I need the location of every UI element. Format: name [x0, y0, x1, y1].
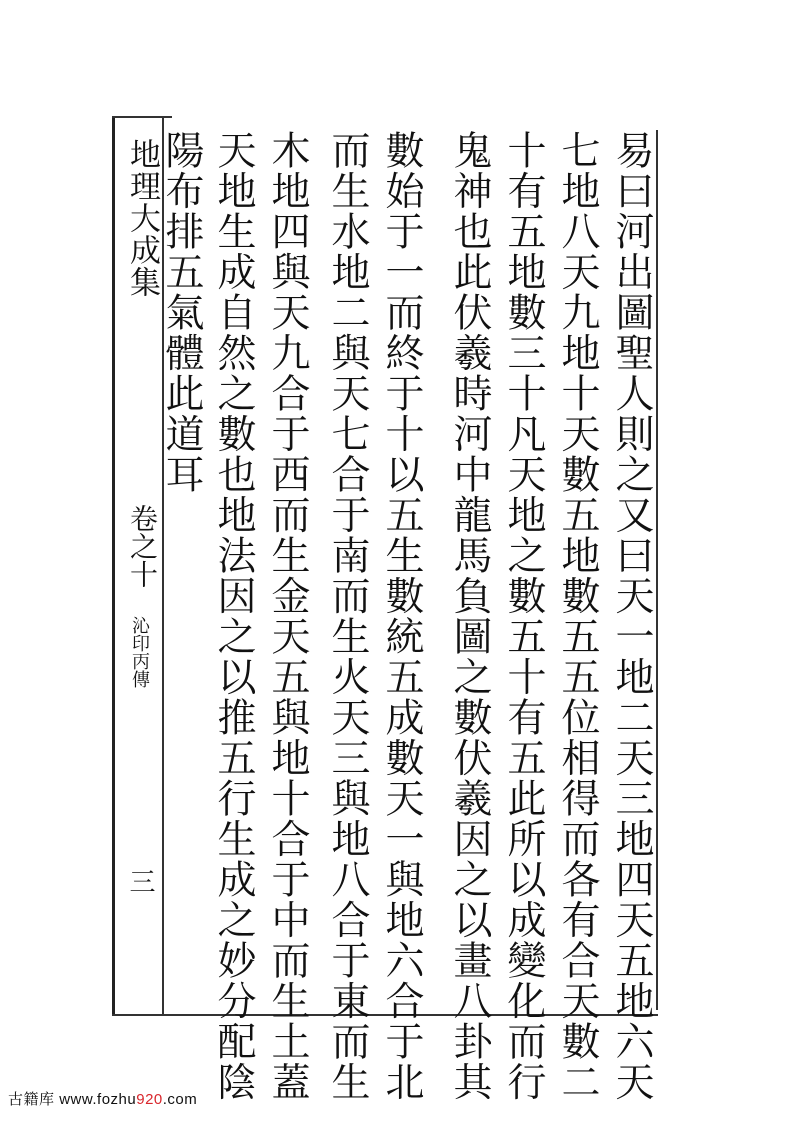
text-column-1: 易曰河出圖聖人則之又曰天一地二天三地四天五地六天	[609, 130, 654, 1102]
text-column-3: 十有五地數三十凡天地之數五十有五此所以成變化而行	[501, 130, 546, 1102]
text-column-7: 木地四與天九合于西而生金天五與地十合于中而生土蓋	[265, 130, 310, 1102]
text-column-4: 鬼神也此伏羲時河中龍馬負圖之數伏羲因之以畫八卦其	[447, 130, 492, 1102]
spine-page-mark: 三	[125, 868, 155, 894]
text-column-6: 而生水地二與天七合于南而生火天三與地八合于東而生	[325, 130, 370, 1102]
text-column-5: 數始于一而終于十以五生數統五成數天一與地六合于北	[379, 130, 424, 1102]
url-number: 920	[136, 1091, 163, 1108]
site-url[interactable]	[59, 1091, 197, 1108]
text-column-8: 天地生成自然之數也地法因之以推五行生成之妙分配陰	[211, 130, 256, 1102]
right-border	[656, 130, 658, 1010]
text-column-2: 七地八天九地十天數五地數五五位相得而各有合天數二	[555, 130, 600, 1102]
spine-fold-label: 沁印丙傳	[129, 616, 150, 688]
spine-title: 地理大成集	[124, 138, 160, 298]
text-column-9: 陽布排五氣體此道耳	[159, 130, 204, 495]
spine-volume: 卷之十	[126, 504, 159, 588]
url-prefix: www.fozhu	[59, 1091, 137, 1108]
url-suffix: .com	[162, 1091, 198, 1108]
watermark-footer	[8, 1088, 197, 1109]
spine-margin	[112, 116, 164, 1014]
site-name: 古籍库	[8, 1091, 55, 1108]
